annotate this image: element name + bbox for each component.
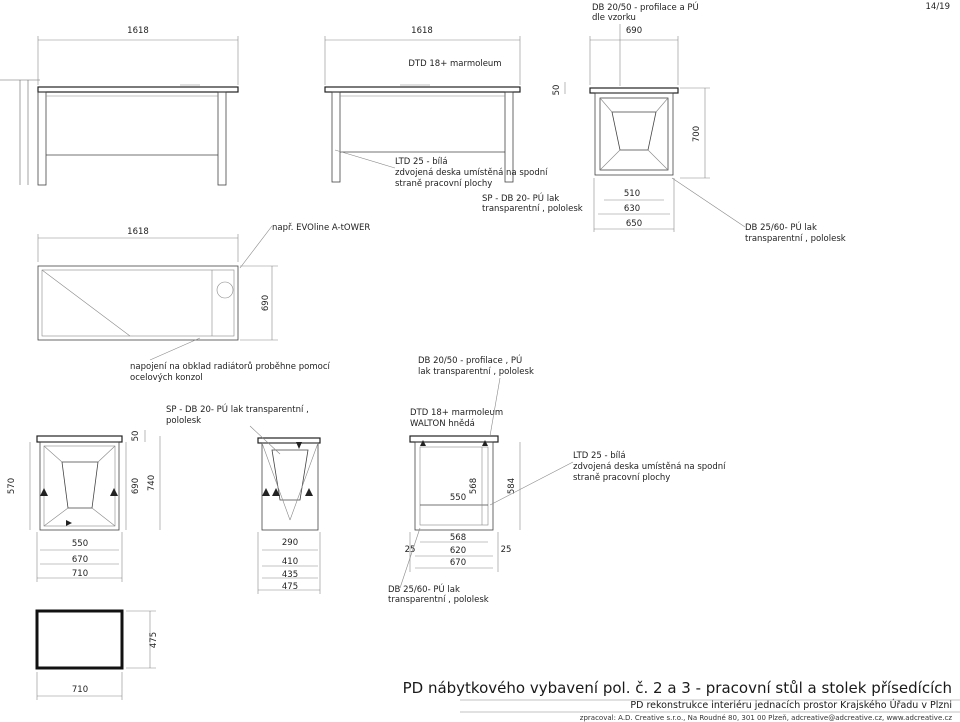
side-view-top — [590, 88, 678, 175]
note-text: LTD 25 - bílá — [573, 451, 626, 461]
dim-label: 690 — [131, 477, 141, 495]
note-text: straně pracovní plochy — [573, 473, 671, 483]
note-text: LTD 25 - bílá — [395, 157, 448, 167]
dim-label: 510 — [623, 189, 641, 199]
dim-label: 1618 — [411, 26, 433, 36]
leader-line — [250, 426, 280, 454]
dim-label: 710 — [71, 685, 89, 695]
dim-label: 630 — [623, 204, 641, 214]
note-text: pololesk — [166, 416, 202, 426]
dim-label: 568 — [469, 477, 479, 495]
plan-view — [38, 227, 278, 340]
dim-label: 1618 — [127, 227, 149, 237]
dim-1618-plan — [38, 234, 238, 262]
note-text: transparentní , pololesk — [482, 204, 583, 214]
section-views — [7, 430, 520, 594]
leader-line — [240, 226, 272, 268]
dim-label: 435 — [281, 570, 299, 580]
small-table-plan — [37, 611, 156, 700]
note-text: DB 20/50 - profilace , PÚ — [418, 356, 523, 366]
dim-label: 25 — [500, 545, 512, 555]
dim-label: 620 — [449, 546, 467, 556]
sheet-footer: zpracoval: A.D. Creative s.r.o., Na Roudné 80, 301 00 Plzeň, adcreative@adcreative.cz, www.adcreative.cz — [579, 714, 952, 722]
note-text: DTD 18+ marmoleum — [410, 408, 504, 418]
dim-label: 475 — [281, 582, 299, 592]
note-text: SP - DB 20- PÚ lak — [482, 194, 560, 204]
dim-label: 550 — [449, 493, 467, 503]
dim-label: 710 — [71, 569, 89, 579]
note-text: DB 25/60- PÚ lak — [388, 585, 460, 595]
dim-690-top — [590, 36, 678, 85]
dim-label: 584 — [507, 477, 517, 495]
dim-label: 670 — [449, 558, 467, 568]
front-view-left — [0, 80, 238, 185]
dim-690-plan — [240, 266, 278, 340]
dim-label: 650 — [625, 219, 643, 229]
note-text: např. EVOline A-tOWER — [272, 223, 371, 233]
note-text: DB 25/60- PÚ lak — [745, 223, 817, 233]
section-view-3 — [410, 436, 498, 530]
note-text: transparentní , pololesk — [745, 234, 846, 244]
dim-label: 50 — [552, 84, 562, 96]
page-number: 14/19 — [925, 2, 950, 12]
dim-label: 670 — [71, 555, 89, 565]
sheet-title: PD nábytkového vybavení pol. č. 2 a 3 - pracovní stůl a stolek přísedících — [402, 679, 952, 697]
dim-label: 568 — [449, 533, 467, 543]
dim-label: 50 — [131, 430, 141, 442]
dim-label: 550 — [71, 539, 89, 549]
dim-label: 740 — [147, 474, 157, 492]
dim-label: 570 — [7, 477, 17, 495]
note-text: straně pracovní plochy — [395, 179, 493, 189]
note-text: DTD 18+ marmoleum — [408, 59, 502, 69]
leader-line — [150, 338, 200, 360]
note-text: lak transparentní , pololesk — [418, 367, 534, 377]
leader-line — [335, 150, 395, 168]
sheet-subtitle: PD rekonstrukce interiéru jednacích prostor Krajského Úřadu v Plzni — [630, 700, 952, 711]
dim-label: 290 — [281, 538, 299, 548]
dim-label: 1618 — [127, 26, 149, 36]
leader-line — [490, 462, 573, 505]
note-text: WALTON hnědá — [410, 419, 475, 429]
front-elevation-group — [0, 26, 710, 232]
note-text: zdvojená deska umístěná na spodní — [573, 462, 726, 472]
note-text: transparentní , pololesk — [388, 595, 489, 605]
dim-label: 690 — [625, 26, 643, 36]
section-view-2 — [258, 438, 320, 530]
leader-line — [672, 178, 745, 227]
section-view-1 — [37, 436, 122, 530]
note-text: dle vzorku — [592, 13, 636, 23]
dim-label: 25 — [404, 545, 416, 555]
leader-line — [490, 378, 500, 436]
note-text: zdvojená deska umístěná na spodní — [395, 168, 548, 178]
dim-label: 475 — [149, 631, 159, 649]
note-text: DB 20/50 - profilace a PÚ — [592, 3, 699, 13]
note-text: SP - DB 20- PÚ lak transparentní , — [166, 405, 309, 415]
note-text: napojení na obklad radiátorů proběhne pomocí — [130, 362, 330, 372]
dim-label: 700 — [692, 125, 702, 143]
dim-1618-left — [38, 36, 238, 85]
dim-label: 690 — [261, 294, 271, 312]
note-text: ocelových konzol — [130, 373, 203, 383]
dim-label: 410 — [281, 557, 299, 567]
